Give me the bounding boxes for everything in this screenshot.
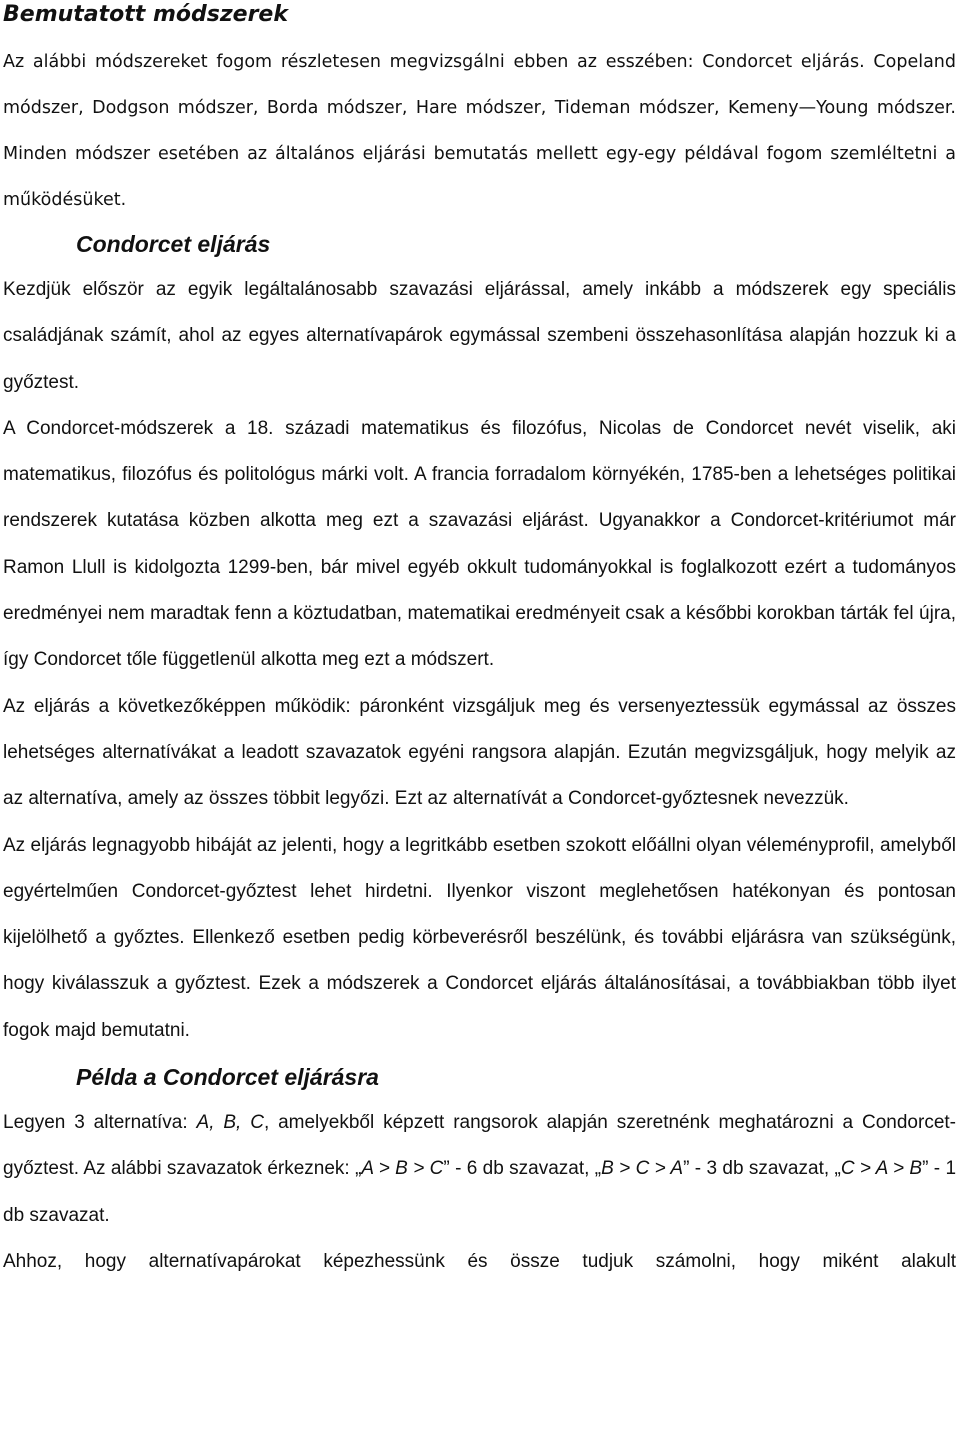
methods-intro-continuation: Minden módszer esetében az általános eljárási bemutatás mellett egy-egy példával fogom szemléltetni a működésüket. bbox=[3, 144, 956, 210]
ranking-3: C > A > B bbox=[840, 1158, 923, 1180]
section-heading-condorcet: Condorcet eljárás bbox=[76, 231, 271, 257]
example-text-2: , amelyekből képzett rangsorok alapján szeretnénk meghatározni a Condorcet-győztest. Az alábbi szavazatok érkeznek: „ bbox=[3, 1112, 956, 1180]
condorcet-paragraph-4: Az eljárás legnagyobb hibáját az jelenti, hogy a legritkább esetben szokott előállni olyan véleményprofil, amelyből egyértelműen Condorcet-győztest lehet hirdetni. Ilyenkor viszont meglehetősen hatékonyan és pontosan kijelölhető a győztes. Ellenkező esetben pedig körbeverésről beszélünk, és további eljárásra van szükségünk, hogy kiválasszuk a győztest. Ezek a módszerek a Condorcet eljárás általánosításai, a továbbiakban több ilyet fogok majd bemutatni. bbox=[3, 834, 956, 1041]
section-heading-methods: Bemutatott módszerek bbox=[3, 2, 288, 27]
example-text-4: ” - 3 db szavazat, „ bbox=[683, 1158, 841, 1180]
example-text-1: Legyen 3 alternatíva: bbox=[3, 1112, 197, 1134]
condorcet-paragraph-2: A Condorcet-módszerek a 18. századi matematikus és filozófus, Nicolas de Condorcet nevét viselik, aki matematikus, filozófus és politológus márki volt. A francia forradalom környékén, 1785-ben a lehetséges politikai rendszerek kutatása közben alkotta meg ezt a szavazási eljárást. Ugyanakkor a Condorcet-kritériumot már Ramon Llull is kidolgozta 1299-ben, bár mivel egyéb okkult tudományokkal is foglalkozott ezért a tudományos eredményei nem maradtak fenn a köztudatban, matematikai eredményeit csak a későbbi korokban tárták fel újra, így Condorcet tőle függetlenül alkotta meg ezt a módszert. bbox=[3, 417, 956, 671]
example-paragraph-1 bbox=[3, 1100, 956, 1239]
condorcet-paragraph-1: Kezdjük először az egyik legáltalánosabb szavazási eljárással, amely inkább a módszerek egy speciális családjának számít, ahol az egyes alternatívapárok egymással szembeni összehasonlítása alapján hozzuk ki a győztest. bbox=[3, 279, 956, 393]
methods-list-text: Az alábbi módszereket fogom részletesen megvizsgálni ebben az esszében: Condorcet eljárás. Copeland módszer, Dodgson módszer, Borda módszer, Hare módszer, Tideman módszer, Kemeny—Young módszer. bbox=[3, 52, 956, 118]
example-paragraph-2: Ahhoz, hogy alternatívapárokat képezhessünk és össze tudjuk számolni, hogy miként alakult bbox=[3, 1250, 956, 1272]
example-alternatives: A, B, C bbox=[196, 1112, 264, 1134]
example-text-3: ” - 6 db szavazat, „ bbox=[443, 1158, 602, 1180]
ranking-2: B > C > A bbox=[601, 1158, 684, 1180]
example-text-5: ” - 1 db szavazat. bbox=[3, 1158, 957, 1226]
section-heading-example: Példa a Condorcet eljárásra bbox=[76, 1064, 379, 1091]
ranking-1: A > B > C bbox=[361, 1158, 444, 1180]
condorcet-paragraph-3: Az eljárás a következőképpen működik: páronként vizsgáljuk meg és versenyeztessük egymással az összes lehetséges alternatívákat a leadott szavazatok egyéni rangsora alapján. Ezután megvizsgáljuk, hogy melyik az az alternatíva, amely az összes többit legyőzi. Ezt az alternatívát a Condorcet-győztesnek nevezzük. bbox=[3, 695, 956, 810]
methods-intro-paragraph bbox=[3, 39, 956, 223]
